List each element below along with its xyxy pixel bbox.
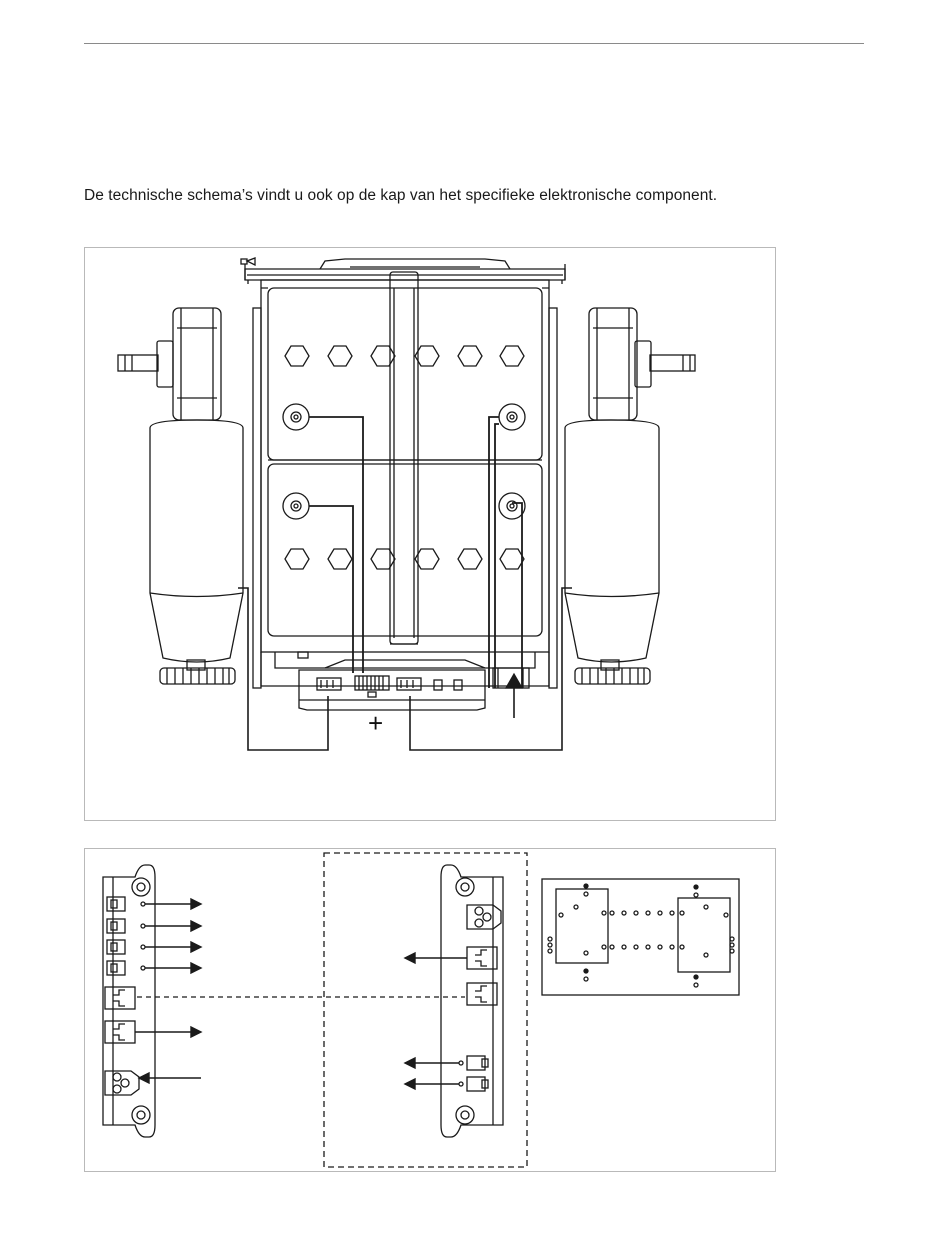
battery-frame [253, 280, 557, 688]
battery-strap [390, 272, 418, 644]
upper-battery-caps [285, 346, 524, 366]
right-connectors [459, 905, 501, 1091]
connector-diagram [85, 849, 775, 1171]
left-wheel [118, 308, 221, 420]
right-wheel [589, 308, 695, 420]
right-arrows [405, 953, 467, 1089]
wiring-diagram [85, 248, 775, 820]
left-large-connectors [105, 987, 139, 1095]
negative-sign-1: - [501, 644, 505, 658]
dashed-frame [324, 853, 527, 1167]
circuit-board [542, 879, 739, 995]
connector-diagram-panel [84, 848, 776, 1172]
top-rule [84, 43, 864, 44]
intro-paragraph: De technische schema’s vindt u ook op de kap van het specifieke elektronische component. [84, 187, 718, 204]
connector-arrow-icon [506, 674, 522, 718]
battery-cables [309, 417, 522, 688]
negative-sign-2: - [522, 644, 526, 658]
right-motor [565, 420, 659, 684]
left-motor [150, 420, 243, 684]
positive-sign: + [368, 708, 384, 738]
wiring-diagram-panel [84, 247, 776, 821]
connector-flag-icon [241, 258, 255, 265]
